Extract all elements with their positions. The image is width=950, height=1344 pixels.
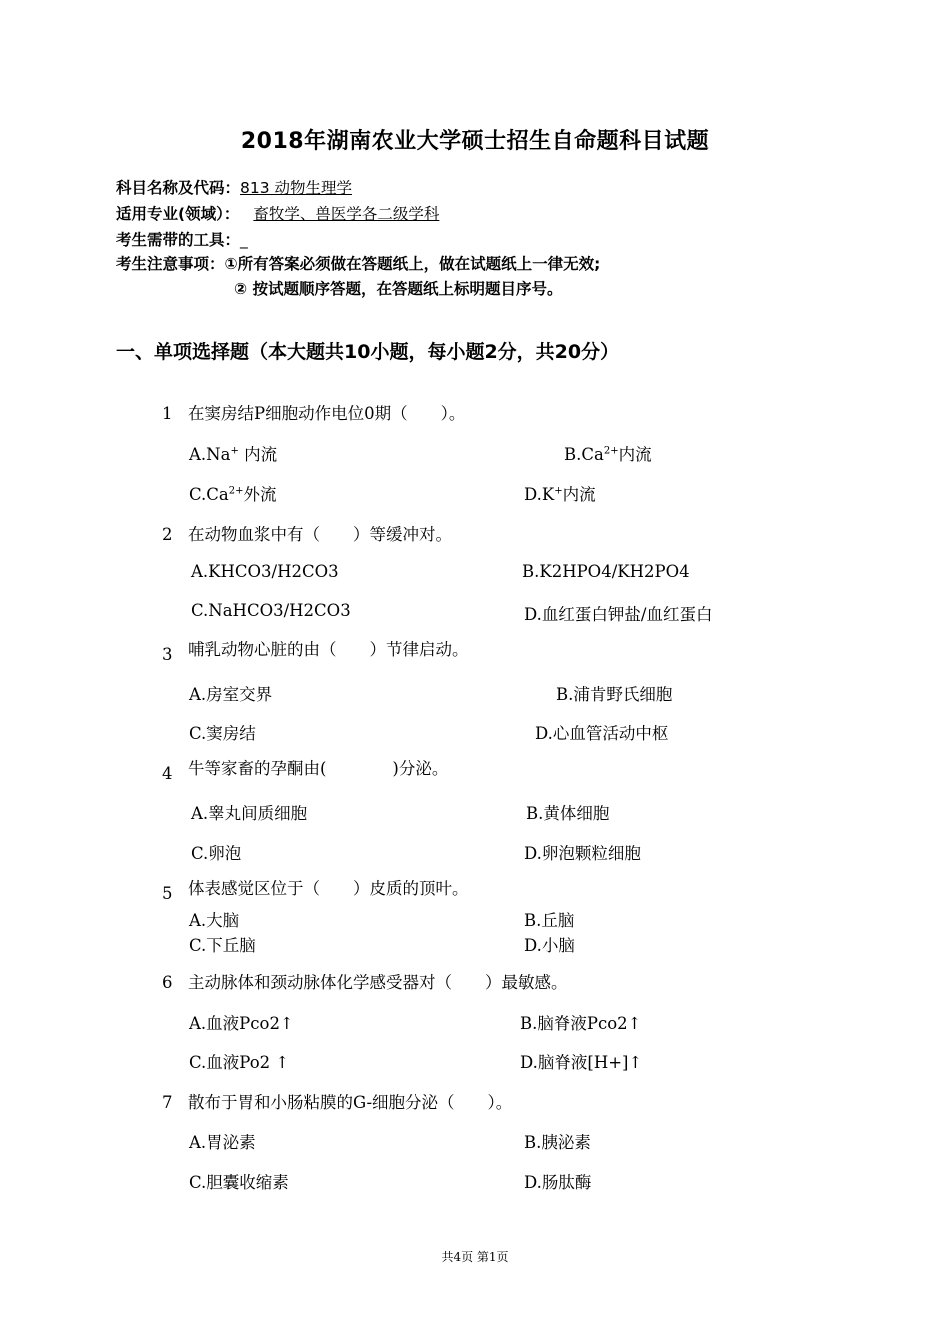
tools-label: 考生需带的工具： xyxy=(116,231,241,249)
q2-option-a: A.KHCO3/H2CO3 xyxy=(191,562,339,581)
q7-option-a: A.胃泌素 xyxy=(189,1133,256,1152)
page-footer: 共4页 第1页 xyxy=(441,1250,509,1264)
q5-option-d: D.小脑 xyxy=(524,936,575,955)
note-2: ② 按试题顺序答题，在答题纸上标明题目序号。 xyxy=(234,280,563,298)
major-label: 适用专业(领域）： xyxy=(116,205,240,223)
q5-option-c: C.下丘脑 xyxy=(189,936,256,955)
tools-line xyxy=(116,228,248,250)
q3-option-c: C.窦房结 xyxy=(189,724,256,743)
q6-option-c: C.血液Po2 ↑ xyxy=(189,1053,290,1072)
page-title: 2018年湖南农业大学硕士招生自命题科目试题 xyxy=(240,129,710,154)
question-3: 3 哺乳动物心脏的由（ ）节律启动。 xyxy=(162,640,469,664)
q3-option-d: D.心血管活动中枢 xyxy=(535,724,669,743)
q6-option-a: A.血液Pco2↑ xyxy=(189,1014,294,1033)
major-line xyxy=(116,202,513,224)
q2-option-b: B.K2HPO4/KH2PO4 xyxy=(522,562,690,581)
question-5: 5 体表感觉区位于（ ）皮质的顶叶。 xyxy=(162,879,469,903)
question-6: 6 主动脉体和颈动脉体化学感受器对（ ）最敏感。 xyxy=(162,973,568,992)
question-4: 4 牛等家畜的孕酮由( )分泌。 xyxy=(162,759,449,783)
subject-value: 813 动物生理学 xyxy=(240,179,353,197)
subject-line xyxy=(116,176,352,198)
question-7: 7 散布于胃和小肠粘膜的G-细胞分泌（ ）。 xyxy=(162,1093,513,1112)
q1-option-b: $B.Ca^{2+}$内流 xyxy=(564,445,652,464)
q2-option-c: C.NaHCO3/H2CO3 xyxy=(191,601,351,620)
q1-option-d: D.K+内流 xyxy=(524,485,596,504)
q5-option-b: B.丘脑 xyxy=(524,911,575,930)
q3-option-b: B.浦肯野氏细胞 xyxy=(556,685,673,704)
q1-option-c: $C.Ca^{2+}$外流 xyxy=(189,485,277,504)
major-value: 畜牧学、兽医学各二级学科 xyxy=(253,205,440,223)
question-2: 2 在动物血浆中有（ ）等缓冲对。 xyxy=(162,525,452,544)
q6-option-d: D.脑脊液[H+]↑ xyxy=(520,1053,643,1072)
section-heading: 一、单项选择题（本大题共10小题，每小题2分，共20分） xyxy=(116,341,620,363)
q2-option-d: D.血红蛋白钾盐/血红蛋白 xyxy=(524,605,713,624)
q3-option-a: A.房室交界 xyxy=(189,685,273,704)
q1-option-a: A.Na+ 内流 xyxy=(189,445,278,464)
q7-option-d: D.肠肽酶 xyxy=(524,1173,592,1192)
q6-option-b: B.脑脊液Pco2↑ xyxy=(520,1014,642,1033)
q5-option-a: A.大脑 xyxy=(189,911,240,930)
q4-option-a: A.睾丸间质细胞 xyxy=(191,804,308,823)
q7-option-c: C.胆囊收缩素 xyxy=(189,1173,289,1192)
tools-value: _ xyxy=(240,231,248,249)
note-1: ①所有答案必须做在答题纸上，做在试题纸上一律无效; xyxy=(224,255,601,273)
q4-option-b: B.黄体细胞 xyxy=(526,804,610,823)
q4-option-c: C.卵泡 xyxy=(191,844,242,863)
q7-option-b: B.胰泌素 xyxy=(524,1133,591,1152)
question-1: 1 在窦房结P细胞动作电位0期（ ）。 xyxy=(162,404,466,423)
q4-option-d: D.卵泡颗粒细胞 xyxy=(524,844,641,863)
notes-line xyxy=(116,252,600,274)
subject-label: 科目名称及代码： xyxy=(116,179,241,197)
notes-label: 考生注意事项： xyxy=(116,255,225,273)
